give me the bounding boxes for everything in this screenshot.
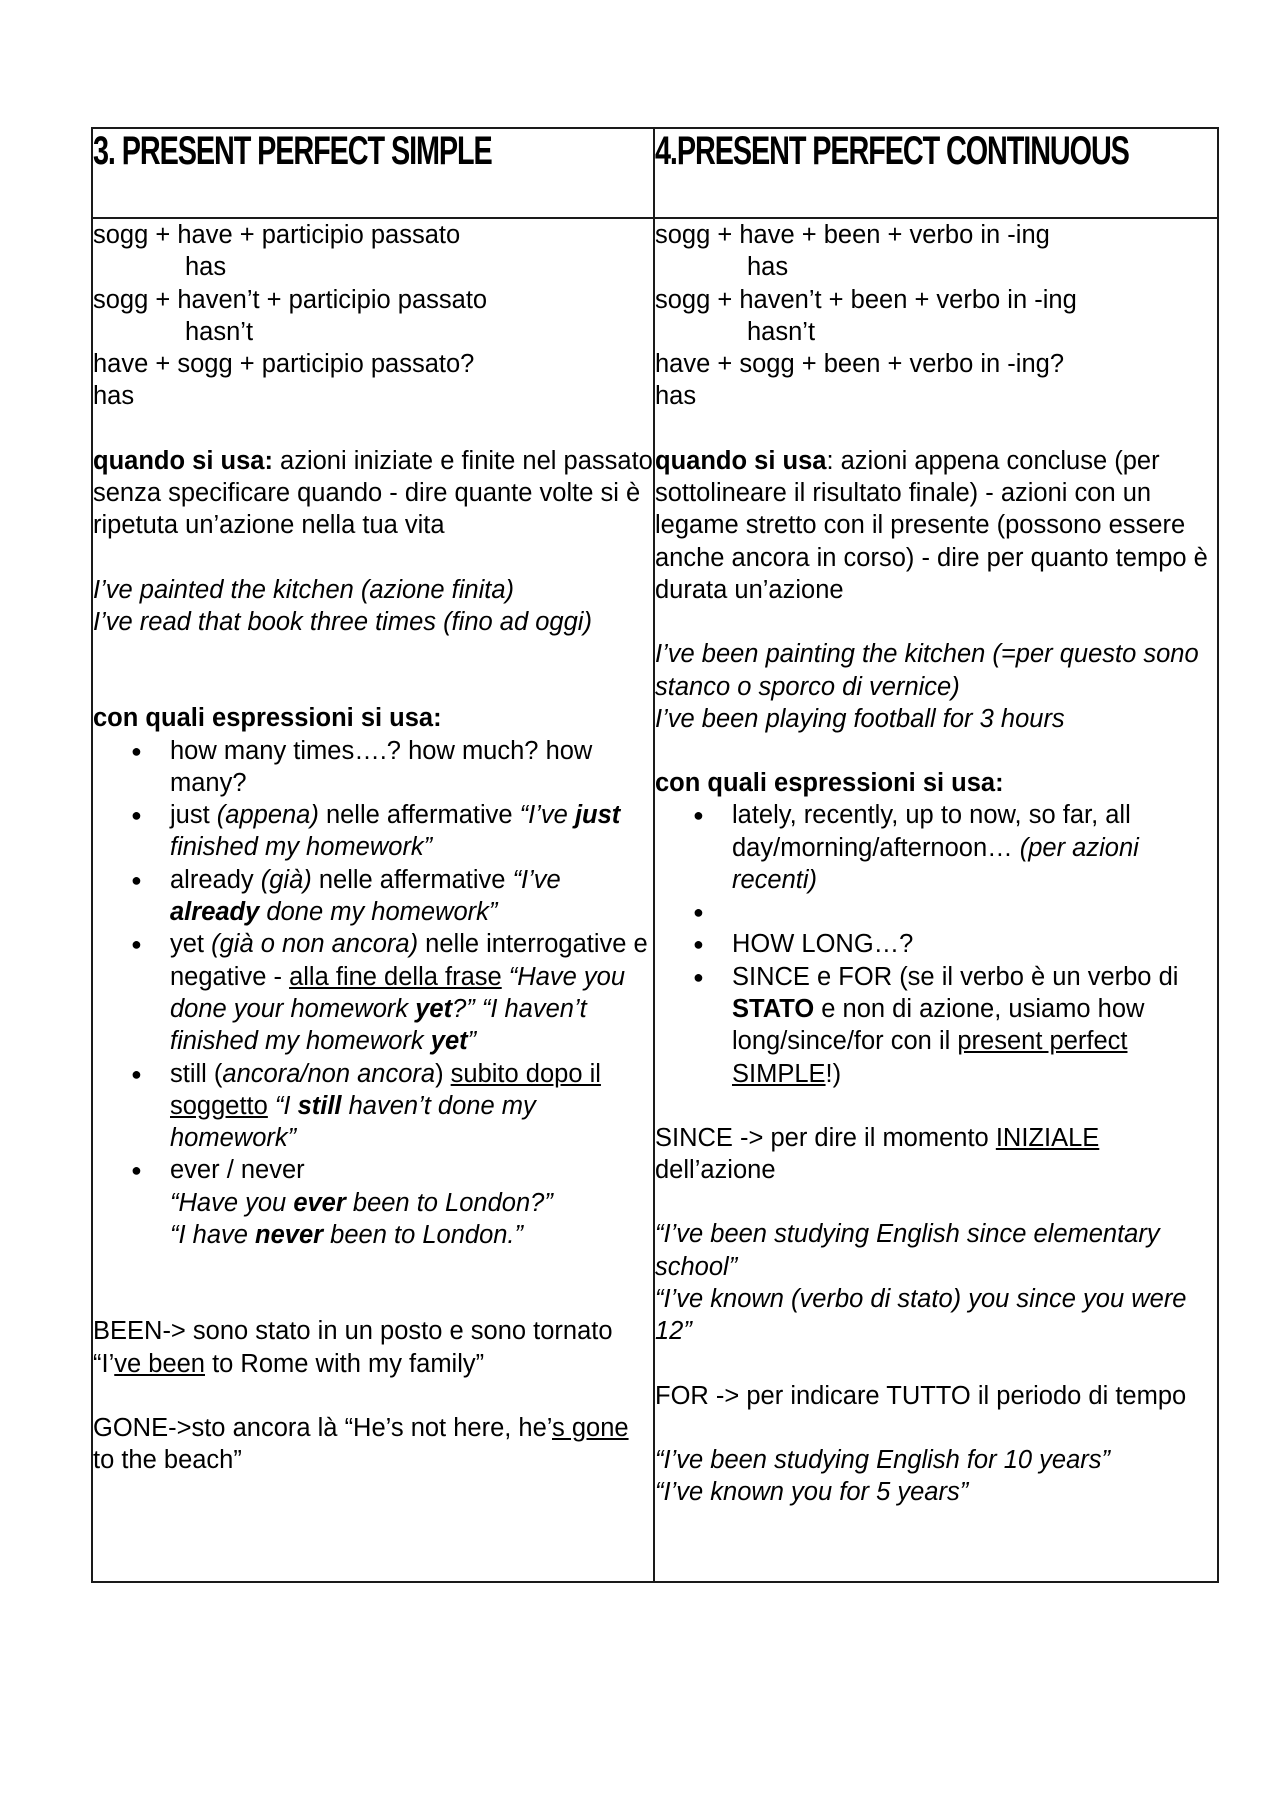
formula-line: have + sogg + been + verbo in -ing? (655, 350, 1065, 379)
item-example: “I’ve (512, 865, 561, 894)
list-item (93, 928, 653, 1057)
list-item (93, 799, 653, 864)
note-text: to the beach” (93, 1446, 242, 1475)
item-example: “I have (170, 1221, 256, 1250)
present-perfect-simple-cell (92, 218, 654, 1582)
content-row (92, 218, 1218, 1582)
note-underlined: s gone (552, 1413, 629, 1442)
example-sentence: “I’ve known (verbo di stato) you since you were 12” (655, 1285, 1187, 1346)
examples (93, 574, 653, 639)
list-item (655, 928, 1217, 960)
note-underlined: ve been (114, 1349, 205, 1378)
item-keyword: yet (430, 1027, 468, 1056)
grammar-table (91, 127, 1219, 1583)
formula-block (655, 219, 1217, 413)
formula-line: sogg + have + participio passato (93, 221, 461, 249)
item-text: still ( (170, 1059, 223, 1088)
item-example: “Have you done your homework (170, 962, 626, 1023)
usage-label: quando si usa (655, 446, 827, 475)
note-text: SINCE -> per dire il momento (655, 1123, 996, 1152)
formula-line: hasn’t (185, 317, 254, 346)
usage-paragraph (93, 445, 653, 542)
expressions-label: con quali espressioni si usa: (93, 704, 442, 733)
formula-line: has (185, 253, 227, 282)
list-item (93, 864, 653, 929)
list-spacer (655, 896, 1217, 928)
item-text: ● ever / never (170, 1156, 305, 1185)
been-note (93, 1315, 653, 1380)
item-example: “Have you (170, 1188, 294, 1217)
item-example: ” (467, 1027, 477, 1056)
item-text: !) (825, 1059, 842, 1088)
gone-note (93, 1412, 653, 1477)
item-example: “I’ve (519, 801, 575, 830)
list-item (655, 961, 1217, 1090)
item-text: just (170, 801, 217, 830)
item-example: done my homework” (259, 898, 498, 927)
item-text: nelle interrogative e negative - (170, 930, 648, 991)
example-sentence: “I’ve known you for 5 years” (655, 1478, 969, 1507)
item-keyword: never (255, 1221, 324, 1250)
expressions-section (655, 767, 1217, 1090)
expressions-list (655, 799, 1217, 1089)
formula-line: has (655, 382, 697, 411)
item-example: haven’t done my homework” (170, 1091, 536, 1153)
formula-line: hasn’t (747, 317, 816, 346)
item-keyword: STATO (732, 994, 815, 1023)
item-keyword: ever (293, 1188, 346, 1217)
note-text: BEEN-> sono stato in un posto e sono tornato “I’ (93, 1317, 613, 1378)
expressions-section (93, 702, 653, 1251)
item-example: been to London.” (323, 1221, 524, 1250)
item-text: ) (435, 1059, 451, 1088)
item-underlined: subito dopo il soggetto (170, 1059, 601, 1120)
item-text: e non di azione, usiamo how long/since/for con il (732, 994, 1145, 1056)
list-item (655, 799, 1217, 896)
usage-label: quando si usa: (93, 446, 273, 475)
example-sentence: I’ve read that book three times (fino ad oggi) (93, 607, 592, 636)
usage-text: azioni iniziate e finite nel passato senza specificare quando - dire quante volte si è ripetuta un’azione nella tua vita (93, 446, 653, 540)
header-present-perfect-simple (92, 128, 654, 218)
formula-line: sogg + haven’t + participio passato (93, 285, 488, 314)
list-item (93, 1154, 653, 1251)
formula-line: sogg + have + been + verbo in -ing (655, 221, 1050, 249)
formula-block (93, 219, 653, 413)
usage-text: : azioni appena concluse (per sottolineare il risultato finale) - azioni con un legame stretto con il presente (possono essere anche ancora in corso) - dire per quanto tempo è durata un’azione (655, 446, 1208, 604)
note-text: GONE->sto ancora là “He’s not here, he’ (93, 1413, 552, 1442)
for-examples (655, 1444, 1217, 1509)
item-translation: (già) (260, 865, 312, 894)
item-example: ?” “I haven’t finished my homework (170, 994, 587, 1056)
example-sentence: I’ve painted the kitchen (azione finita) (93, 575, 514, 604)
note-underlined: INIZIALE (995, 1123, 1100, 1152)
formula-line: sogg + haven’t + been + verbo in -ing (655, 285, 1077, 314)
since-examples (655, 1218, 1217, 1347)
item-keyword: already (170, 898, 260, 927)
item-text: HOW LONG…? (732, 930, 914, 959)
item-keyword: just (574, 801, 621, 830)
item-underlined: present perfect SIMPLE (732, 1027, 1128, 1088)
item-text: how many times….? how much? how many? (170, 736, 593, 797)
item-example: “I (267, 1091, 298, 1120)
item-translation: ancora/non ancora (222, 1059, 436, 1088)
since-note (655, 1122, 1217, 1187)
note-text: dell’azione (655, 1156, 776, 1185)
usage-paragraph (655, 445, 1217, 606)
for-note: FOR -> per indicare TUTTO il periodo di tempo (655, 1381, 1187, 1410)
header-text: 3. PRESENT PERFECT SIMPLE (93, 129, 492, 173)
item-text: nelle affermative (318, 801, 520, 830)
expressions-label: con quali espressioni si usa: (655, 769, 1004, 798)
expressions-list (93, 735, 653, 1252)
formula-line: has (93, 382, 135, 411)
examples (655, 638, 1217, 735)
item-text: SINCE e FOR (se il verbo è un verbo di (732, 962, 1179, 991)
example-sentence: I’ve been playing football for 3 hours (655, 704, 1065, 733)
formula-line: have + sogg + participio passato? (93, 350, 475, 379)
item-note: (per azioni recenti) (732, 833, 1139, 895)
item-keyword: yet (415, 994, 453, 1023)
item-text: nelle affermative (311, 865, 513, 894)
item-text: yet (170, 930, 212, 959)
example-sentence: “I’ve been studying English for 10 years” (655, 1445, 1110, 1474)
present-perfect-continuous-cell (654, 218, 1218, 1582)
list-item (93, 735, 653, 800)
item-translation: (appena) (216, 801, 319, 830)
example-sentence: I’ve been painting the kitchen (=per questo sono stanco o sporco di vernice) (655, 640, 1199, 701)
header-text: 4.PRESENT PERFECT CONTINUOUS (655, 129, 1129, 173)
item-translation: (già o non ancora) (211, 930, 419, 959)
example-sentence: “I’ve been studying English since elementary school” (655, 1220, 1160, 1281)
note-text: to Rome with my family” (205, 1349, 485, 1378)
item-text: lately, recently, up to now, so far, all day/morning/afternoon… (732, 801, 1131, 862)
header-row (92, 128, 1218, 218)
item-keyword: still (297, 1091, 342, 1120)
item-example: been to London?” (345, 1188, 553, 1217)
formula-line: has (747, 253, 789, 282)
item-example: finished my homework” (170, 833, 433, 862)
item-text: already (170, 865, 261, 894)
list-item (93, 1058, 653, 1155)
item-underlined: alla fine della frase (289, 962, 502, 991)
header-present-perfect-continuous (654, 128, 1218, 218)
